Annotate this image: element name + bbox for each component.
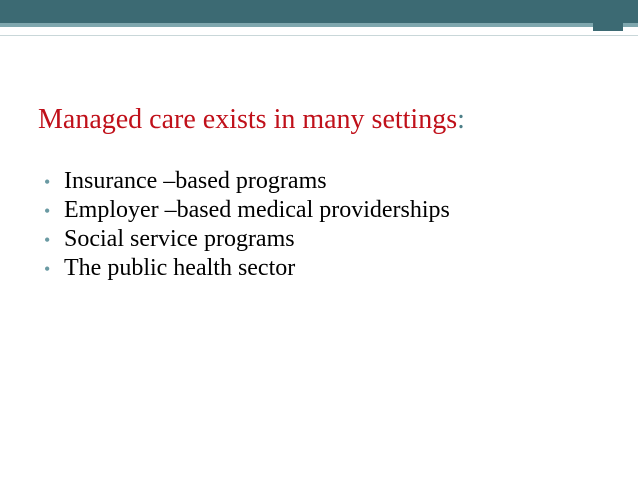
bullet-text: Social service programs: [64, 226, 295, 252]
bullet-marker: •: [44, 201, 51, 221]
bullet-item: [44, 226, 450, 255]
bullet-text: Employer –based medical providerships: [64, 197, 450, 223]
header-rule: [0, 35, 638, 36]
bullet-item: [44, 168, 450, 197]
bullet-text: Insurance –based programs: [64, 168, 327, 194]
bullet-marker: •: [44, 259, 51, 279]
header-stripe: [0, 23, 638, 27]
bullet-item: [44, 197, 450, 226]
slide-title: [38, 103, 465, 137]
bullet-marker: •: [44, 230, 51, 250]
bullet-marker: •: [44, 172, 51, 192]
bullet-list: [44, 168, 450, 284]
slide-title-colon: :: [457, 104, 465, 135]
bullet-text: The public health sector: [64, 255, 296, 281]
bullet-item: [44, 255, 450, 284]
slide-title-text: Managed care exists in many settings: [38, 104, 458, 135]
header-bar: [0, 0, 638, 23]
header-accent-tab: [593, 17, 623, 31]
